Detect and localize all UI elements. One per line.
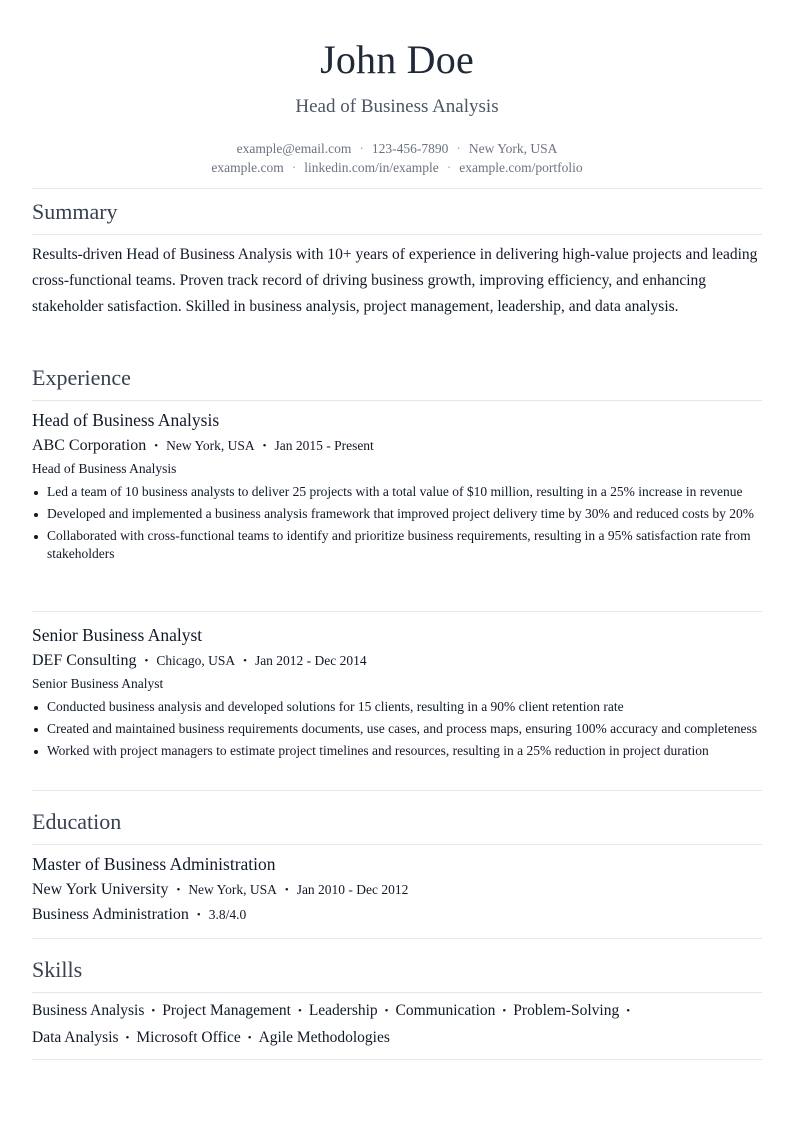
candidate-name: John Doe bbox=[320, 37, 474, 82]
skill-item: Agile Methodologies bbox=[258, 1029, 390, 1046]
job-role: Senior Business Analyst bbox=[32, 676, 164, 691]
divider bbox=[32, 611, 762, 612]
skill-item: Business Analysis bbox=[32, 1002, 145, 1019]
bullet-item: Led a team of 10 business analysts to deliver 25 projects with a total value of $10 million, resulting in a 25% increase in revenue bbox=[32, 483, 762, 501]
separator: · bbox=[456, 141, 461, 156]
bullet-item: Worked with project managers to estimate project timelines and resources, resulting in a 25% reduction in project duration bbox=[32, 742, 762, 760]
contact-info bbox=[32, 139, 762, 177]
job-location: Chicago, USA bbox=[156, 653, 236, 668]
website-link[interactable]: example.com bbox=[211, 160, 284, 175]
skill-item: Data Analysis bbox=[32, 1029, 119, 1046]
skill-bullet: • bbox=[384, 1005, 389, 1017]
location: New York, USA bbox=[468, 141, 558, 156]
skills-line-2 bbox=[32, 1025, 762, 1052]
contact-line-1 bbox=[32, 139, 762, 158]
candidate-headline: Head of Business Analysis bbox=[295, 96, 499, 117]
resume-header bbox=[32, 0, 762, 177]
divider bbox=[32, 938, 762, 939]
education-heading: Education bbox=[32, 809, 122, 834]
education-meta bbox=[32, 882, 762, 898]
job-meta bbox=[32, 438, 762, 454]
skill-bullet: • bbox=[626, 1005, 631, 1017]
job-dates: Jan 2015 - Present bbox=[274, 438, 374, 453]
skill-item: Leadership bbox=[308, 1002, 378, 1019]
meta-bullet: • bbox=[196, 909, 201, 921]
skill-bullet: • bbox=[125, 1032, 130, 1044]
education-field-line bbox=[32, 907, 762, 923]
job-title: Senior Business Analyst bbox=[32, 625, 203, 645]
job-role: Head of Business Analysis bbox=[32, 461, 177, 476]
divider bbox=[32, 844, 762, 845]
experience-heading: Experience bbox=[32, 365, 131, 390]
contact-line-2 bbox=[32, 158, 762, 177]
field-of-study: Business Administration bbox=[32, 906, 189, 923]
job-bullets bbox=[32, 483, 762, 563]
job-meta bbox=[32, 653, 762, 669]
skill-item: Microsoft Office bbox=[136, 1029, 241, 1046]
meta-bullet: • bbox=[243, 655, 247, 667]
skill-item: Problem-Solving bbox=[513, 1002, 620, 1019]
education-dates: Jan 2010 - Dec 2012 bbox=[296, 882, 409, 897]
separator: · bbox=[291, 160, 297, 175]
divider bbox=[32, 1059, 762, 1060]
divider bbox=[32, 400, 762, 401]
skill-item: Communication bbox=[395, 1002, 496, 1019]
school-location: New York, USA bbox=[188, 882, 277, 897]
meta-bullet: • bbox=[154, 440, 159, 452]
skill-bullet: • bbox=[297, 1005, 302, 1017]
linkedin-link[interactable]: linkedin.com/in/example bbox=[304, 160, 439, 175]
phone-number: 123-456-7890 bbox=[371, 141, 449, 156]
bullet-item: Created and maintained business requirements documents, use cases, and process maps, ensuring 100% accuracy and completeness bbox=[32, 720, 762, 738]
meta-bullet: • bbox=[284, 884, 289, 896]
gpa: 3.8/4.0 bbox=[208, 907, 247, 922]
bullet-item: Collaborated with cross-functional teams to identify and prioritize business requirements, resulting in a 95% satisfaction rate from stakeholders bbox=[32, 527, 762, 563]
email-link[interactable]: example@email.com bbox=[236, 141, 352, 156]
skills-line-1 bbox=[32, 998, 762, 1025]
divider bbox=[32, 992, 762, 993]
portfolio-link[interactable]: example.com/portfolio bbox=[459, 160, 583, 175]
summary-heading: Summary bbox=[32, 199, 118, 224]
skill-bullet: • bbox=[151, 1005, 156, 1017]
skills-list bbox=[32, 998, 762, 1052]
separator: · bbox=[446, 160, 452, 175]
divider bbox=[32, 188, 762, 189]
bullet-item: Conducted business analysis and developed solutions for 15 clients, resulting in a 90% client retention rate bbox=[32, 698, 762, 716]
meta-bullet: • bbox=[176, 884, 181, 896]
meta-bullet: • bbox=[144, 655, 149, 667]
divider bbox=[32, 790, 762, 791]
skill-item: Project Management bbox=[162, 1002, 291, 1019]
job-bullets bbox=[32, 698, 762, 760]
company-name: ABC Corporation bbox=[32, 437, 147, 454]
company-name: DEF Consulting bbox=[32, 652, 137, 669]
summary-text: Results-driven Head of Business Analysis with 10+ years of experience in delivering high-value projects and leading cross-functional teams. Proven track record of driving business growth, improving efficiency, and enhancing stakeholder satisfaction. Skilled in business analysis, project management, leadership, and data analysis. bbox=[32, 246, 758, 315]
skills-heading: Skills bbox=[32, 957, 83, 982]
school-name: New York University bbox=[32, 881, 169, 898]
divider bbox=[32, 234, 762, 235]
bullet-item: Developed and implemented a business analysis framework that improved project delivery time by 30% and reduced costs by 20% bbox=[32, 505, 762, 523]
job-title: Head of Business Analysis bbox=[32, 410, 220, 430]
degree-title: Master of Business Administration bbox=[32, 854, 276, 874]
skill-bullet: • bbox=[502, 1005, 507, 1017]
separator: · bbox=[359, 141, 364, 156]
skill-bullet: • bbox=[247, 1032, 252, 1044]
job-dates: Jan 2012 - Dec 2014 bbox=[254, 653, 367, 668]
meta-bullet: • bbox=[262, 440, 267, 452]
job-location: New York, USA bbox=[166, 438, 255, 453]
